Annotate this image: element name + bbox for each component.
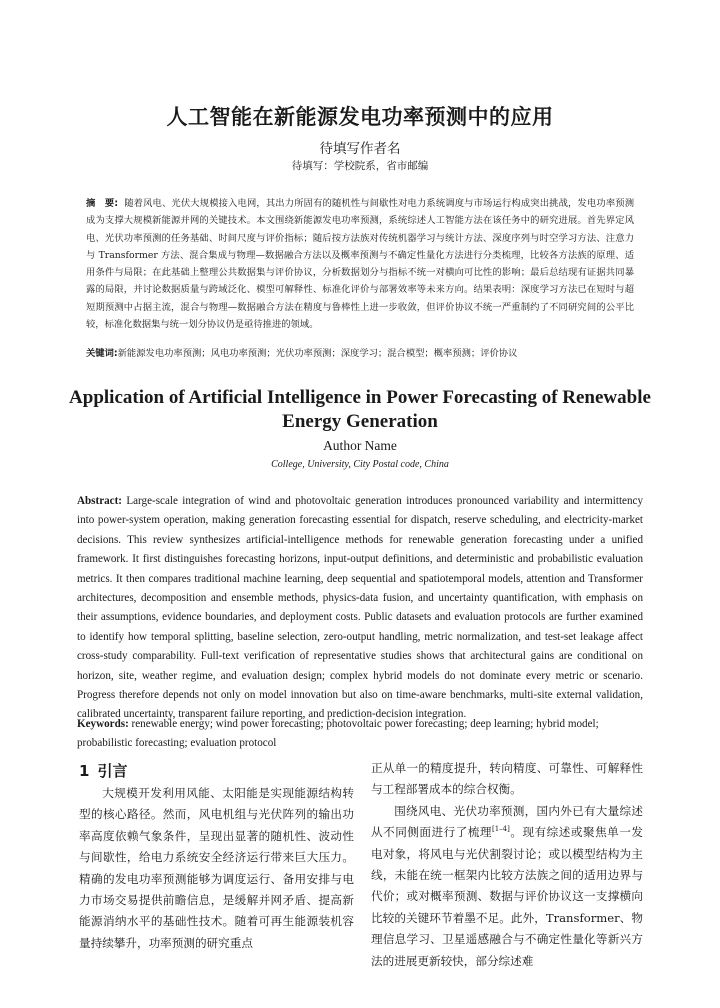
intro-right-paragraph (371, 801, 643, 972)
chinese-keywords-label: 关键词: (86, 348, 118, 359)
intro-right-column (371, 758, 643, 972)
english-affiliation: College, University, City Postal code, China (271, 459, 449, 470)
section-heading-introduction (79, 760, 127, 781)
chinese-abstract-text: 随着风电、光伏大规模接入电网，其出力所固有的随机性与间歇性对电力系统调度与市场运行构成突出挑战，发电功率预测成为支撑大规模新能源并网的关键技术。本文围绕新能源发电功率预测，系统综述人工智能方法在该任务中的研究进展。首先界定风电、光伏功率预测的任务基础、时间尺度与评价指标；随后按方法族对传统机器学习与统计方法、深度序列与时空学习方法、注意力与 Transformer 方法、混合集成与物理—数据融合方法以及概率预测与不确定性量化方法进行分类梳理，比较各方法族的原理、适用条件与局限；在此基础上整理公共数据集与评价协议，分析数据划分与指标不统一对横向可比性的影响；最后总结现有证据共同暴露的局限，并讨论数据质量与跨域泛化、模型可解释性、标准化评价与部署效率等未来方向。结果表明：深度学习方法已在短时与超短期预测中占据主流，混合与物理—数据融合方法在精度与鲁棒性上进一步收敛，但评价协议不统一严重制约了不同研究间的公平比较，标准化数据集与统一划分协议仍是亟待推进的领域。 (86, 198, 634, 331)
chinese-affiliation: 待填写：学校院系，省市邮编 (291, 160, 429, 172)
english-keywords-text: renewable energy; wind power forecasting; photovoltaic power forecasting; deep learning; hybrid model; probabilistic forecasting; evaluation protocol (77, 718, 599, 750)
english-title: Application of Artificial Intelligence in Power Forecasting of Renewable Energy Generation (69, 387, 651, 432)
english-keywords-label: Keywords: (77, 718, 129, 730)
intro-right-text-after-citation: 。现有综述或聚焦单一发电对象，将风电与光伏割裂讨论；或以模型结构为主线，未能在统一框架内比较方法族之间的适用边界与代价；或对概率预测、数据与评价协议这一支撑横向比较的关键环节着墨不足。此外，Transformer、物理信息学习、卫星遥感融合与不确定性量化等新兴方法的进展更新较快，部分综述难 (371, 825, 643, 968)
english-abstract-label: Abstract: (77, 495, 122, 507)
chinese-abstract (86, 195, 634, 333)
intro-right-text-before-citation: 围绕风电、光伏功率预测，国内外已有大量综述从不同侧面进行了梳理 (371, 803, 643, 840)
english-keywords (77, 715, 643, 754)
english-abstract-text: Large-scale integration of wind and photovoltaic generation introduces pronounced variability and intermittency into power-system operation, making generation forecasting essential for dispatch, reserve scheduling, and electricity-market decisions. This review synthesizes artificial-intelligence methods for renewable generation forecasting under a unified framework. It first distinguishes forecasting horizons, input-output definitions, and deterministic and probabilistic evaluation metrics. It then compares traditional machine learning, deep sequential and spatiotemporal models, attention and Transformer architectures, decomposition and ensemble methods, physics-data fusion, and uncertainty quantification, with emphasis on their assumptions, evidence boundaries, and deployment costs. Public datasets and evaluation protocols are further examined to identify how temporal splitting, baseline selection, zero-output handling, metric normalization, and test-set leakage affect cross-study comparability. Full-text verification of representative studies shows that architectural gains are conditional on horizon, site, weather regime, and evaluation design; complex hybrid models do not dominate every metric or scenario. Progress therefore depends not only on model innovation but also on time-aware benchmarks, multi-site external validation, calibrated uncertainty, transparent failure reporting, and prediction-decision integration. (77, 495, 643, 721)
citation-reference: [1–4] (492, 825, 510, 834)
intro-left-column-paragraph: 大规模开发利用风能、太阳能是实现能源结构转型的核心路径。然而，风电机组与光伏阵列的输出功率高度依赖气象条件，呈现出显著的随机性、波动性与间歇性，给电力系统安全经济运行带来巨大压力。精确的发电功率预测能够为调度运行、备用安排与电力市场交易提供前瞻信息，是缓解并网矛盾、提高新能源消纳水平的基础性技术。随着可再生能源装机容量持续攀升，功率预测的研究重点 (79, 786, 354, 950)
english-author: Author Name (323, 438, 397, 453)
chinese-keywords-text: 新能源发电功率预测；风电功率预测；光伏功率预测；深度学习；混合模型；概率预测；评价协议 (117, 348, 518, 359)
chinese-keywords (86, 346, 634, 362)
chinese-author: 待填写作者名 (319, 141, 401, 157)
section-title: 引言 (97, 762, 128, 780)
english-abstract (77, 492, 643, 725)
section-number: 1 (79, 762, 90, 780)
chinese-title: 人工智能在新能源发电功率预测中的应用 (166, 105, 554, 129)
intro-right-continuation: 正从单一的精度提升，转向精度、可靠性、可解释性与工程部署成本的综合权衡。 (371, 761, 643, 797)
chinese-abstract-label: 摘 要: (86, 198, 119, 209)
